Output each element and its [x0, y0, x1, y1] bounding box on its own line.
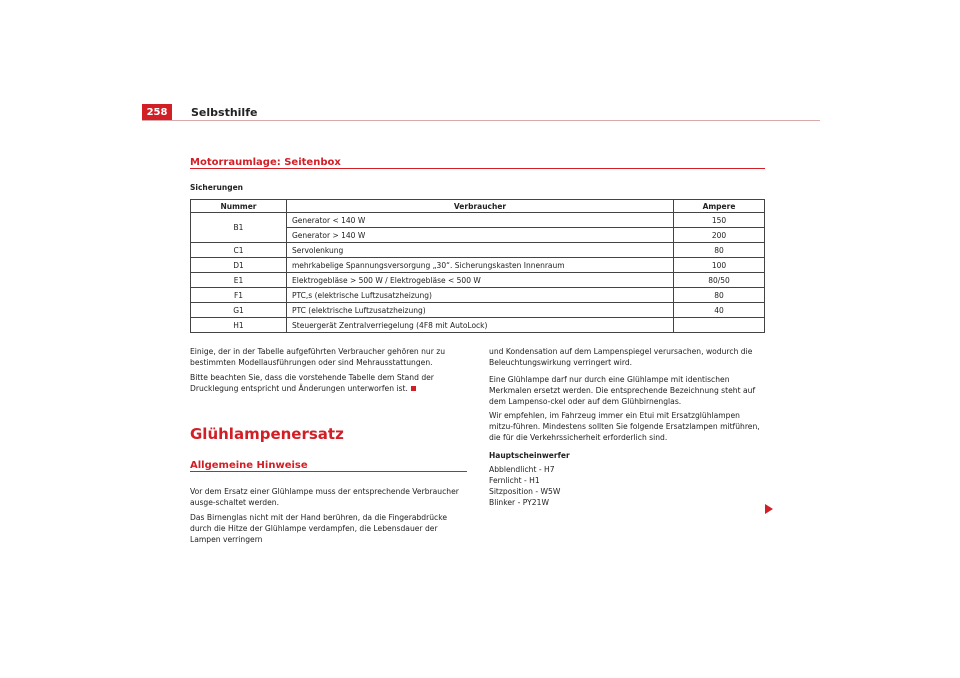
table-row	[191, 303, 765, 318]
paragraph-print-note-text: Bitte beachten Sie, dass die vorstehende Tabelle dem Stand der Drucklegung entspricht und Änderungen unterworfen ist.	[190, 373, 434, 393]
table-cell-nummer: H1	[191, 318, 287, 333]
subheading-sicherungen: Sicherungen	[190, 183, 244, 192]
table-row	[191, 258, 765, 273]
table-cell-verbraucher: PTC (elektrische Luftzusatzheizung)	[287, 303, 674, 318]
table-cell-verbraucher: Steuergerät Zentralverriegelung (4F8 mit AutoLock)	[287, 318, 674, 333]
table-cell-nummer: F1	[191, 288, 287, 303]
paragraph-print-note	[190, 372, 467, 394]
table-cell-ampere: 80/50	[674, 273, 765, 288]
section-divider	[190, 168, 765, 169]
table-cell-ampere	[674, 318, 765, 333]
fuse-table	[190, 199, 765, 333]
list-item: Sitzposition - W5W	[489, 487, 561, 496]
table-row	[191, 318, 765, 333]
list-item: Blinker - PY21W	[489, 498, 549, 507]
table-row	[191, 243, 765, 258]
subsection-divider	[190, 471, 467, 472]
paragraph-switch-off: Vor dem Ersatz einer Glühlampe muss der entsprechende Verbraucher ausge-schaltet werden.	[190, 487, 459, 507]
paragraph-spare-bulbs: Wir empfehlen, im Fahrzeug immer ein Etui mit Ersatzglühlampen mitzu-führen. Mindestens sollten Sie folgende Ersatzlampen mitführen, die für die Verkehrssicherheit erforderlich sind.	[489, 411, 760, 442]
paragraph-models-note: Einige, der in der Tabelle aufgeführten Verbraucher gehören nur zu bestimmten Modellausführungen oder sind Mehrausstattungen.	[190, 347, 446, 367]
section-title-fuses: Motorraumlage: Seitenbox	[190, 157, 341, 168]
table-cell-nummer: C1	[191, 243, 287, 258]
section-title-bulb-replacement: Glühlampenersatz	[190, 425, 344, 443]
table-cell-verbraucher: Generator < 140 W	[287, 213, 674, 228]
list-item: Abblendlicht - H7	[489, 465, 555, 474]
table-cell-nummer: G1	[191, 303, 287, 318]
table-row	[191, 273, 765, 288]
table-header-row	[191, 200, 765, 213]
paragraph-glass-warning: Das Birnenglas nicht mit der Hand berühren, da die Fingerabdrücke durch die Hitze der Glühlampe verdampfen, die Lebensdauer der Lampen verringern	[190, 513, 448, 544]
end-of-section-marker	[411, 386, 416, 391]
page-number: 258	[142, 104, 172, 121]
column-header-ampere: Ampere	[674, 200, 765, 213]
table-cell-ampere: 80	[674, 288, 765, 303]
paragraph-identical-bulb: Eine Glühlampe darf nur durch eine Glühlampe mit identischen Merkmalen ersetzt werden. Die entsprechende Bezeichnung steht auf dem Lampenso-ckel oder auf dem Glühbirnenglas.	[489, 375, 756, 406]
table-cell-ampere: 80	[674, 243, 765, 258]
list-title-headlights: Hauptscheinwerfer	[489, 451, 570, 460]
column-header-verbraucher: Verbraucher	[287, 200, 674, 213]
subsection-title-general-notes: Allgemeine Hinweise	[190, 460, 308, 471]
table-cell-nummer: D1	[191, 258, 287, 273]
header-divider	[142, 120, 820, 121]
continue-arrow-icon	[765, 504, 773, 514]
table-row	[191, 288, 765, 303]
table-cell-ampere: 150	[674, 213, 765, 228]
table-cell-ampere: 200	[674, 228, 765, 243]
table-cell-verbraucher: Servolenkung	[287, 243, 674, 258]
table-cell-nummer: B1	[191, 213, 287, 243]
table-cell-verbraucher: Generator > 140 W	[287, 228, 674, 243]
bulb-list	[489, 464, 765, 508]
table-cell-verbraucher: mehrkabelige Spannungsversorgung „30“. Sicherungskasten Innenraum	[287, 258, 674, 273]
column-header-nummer: Nummer	[191, 200, 287, 213]
table-cell-ampere: 40	[674, 303, 765, 318]
paragraph-condensation: und Kondensation auf dem Lampenspiegel verursachen, wodurch die Beleuchtungswirkung verringert wird.	[489, 347, 753, 367]
table-cell-ampere: 100	[674, 258, 765, 273]
list-item: Fernlicht - H1	[489, 476, 540, 485]
table-row	[191, 213, 765, 228]
table-cell-verbraucher: Elektrogebläse > 500 W / Elektrogebläse < 500 W	[287, 273, 674, 288]
table-cell-verbraucher: PTC,s (elektrische Luftzusatzheizung)	[287, 288, 674, 303]
chapter-title: Selbsthilfe	[191, 106, 258, 119]
table-cell-nummer: E1	[191, 273, 287, 288]
